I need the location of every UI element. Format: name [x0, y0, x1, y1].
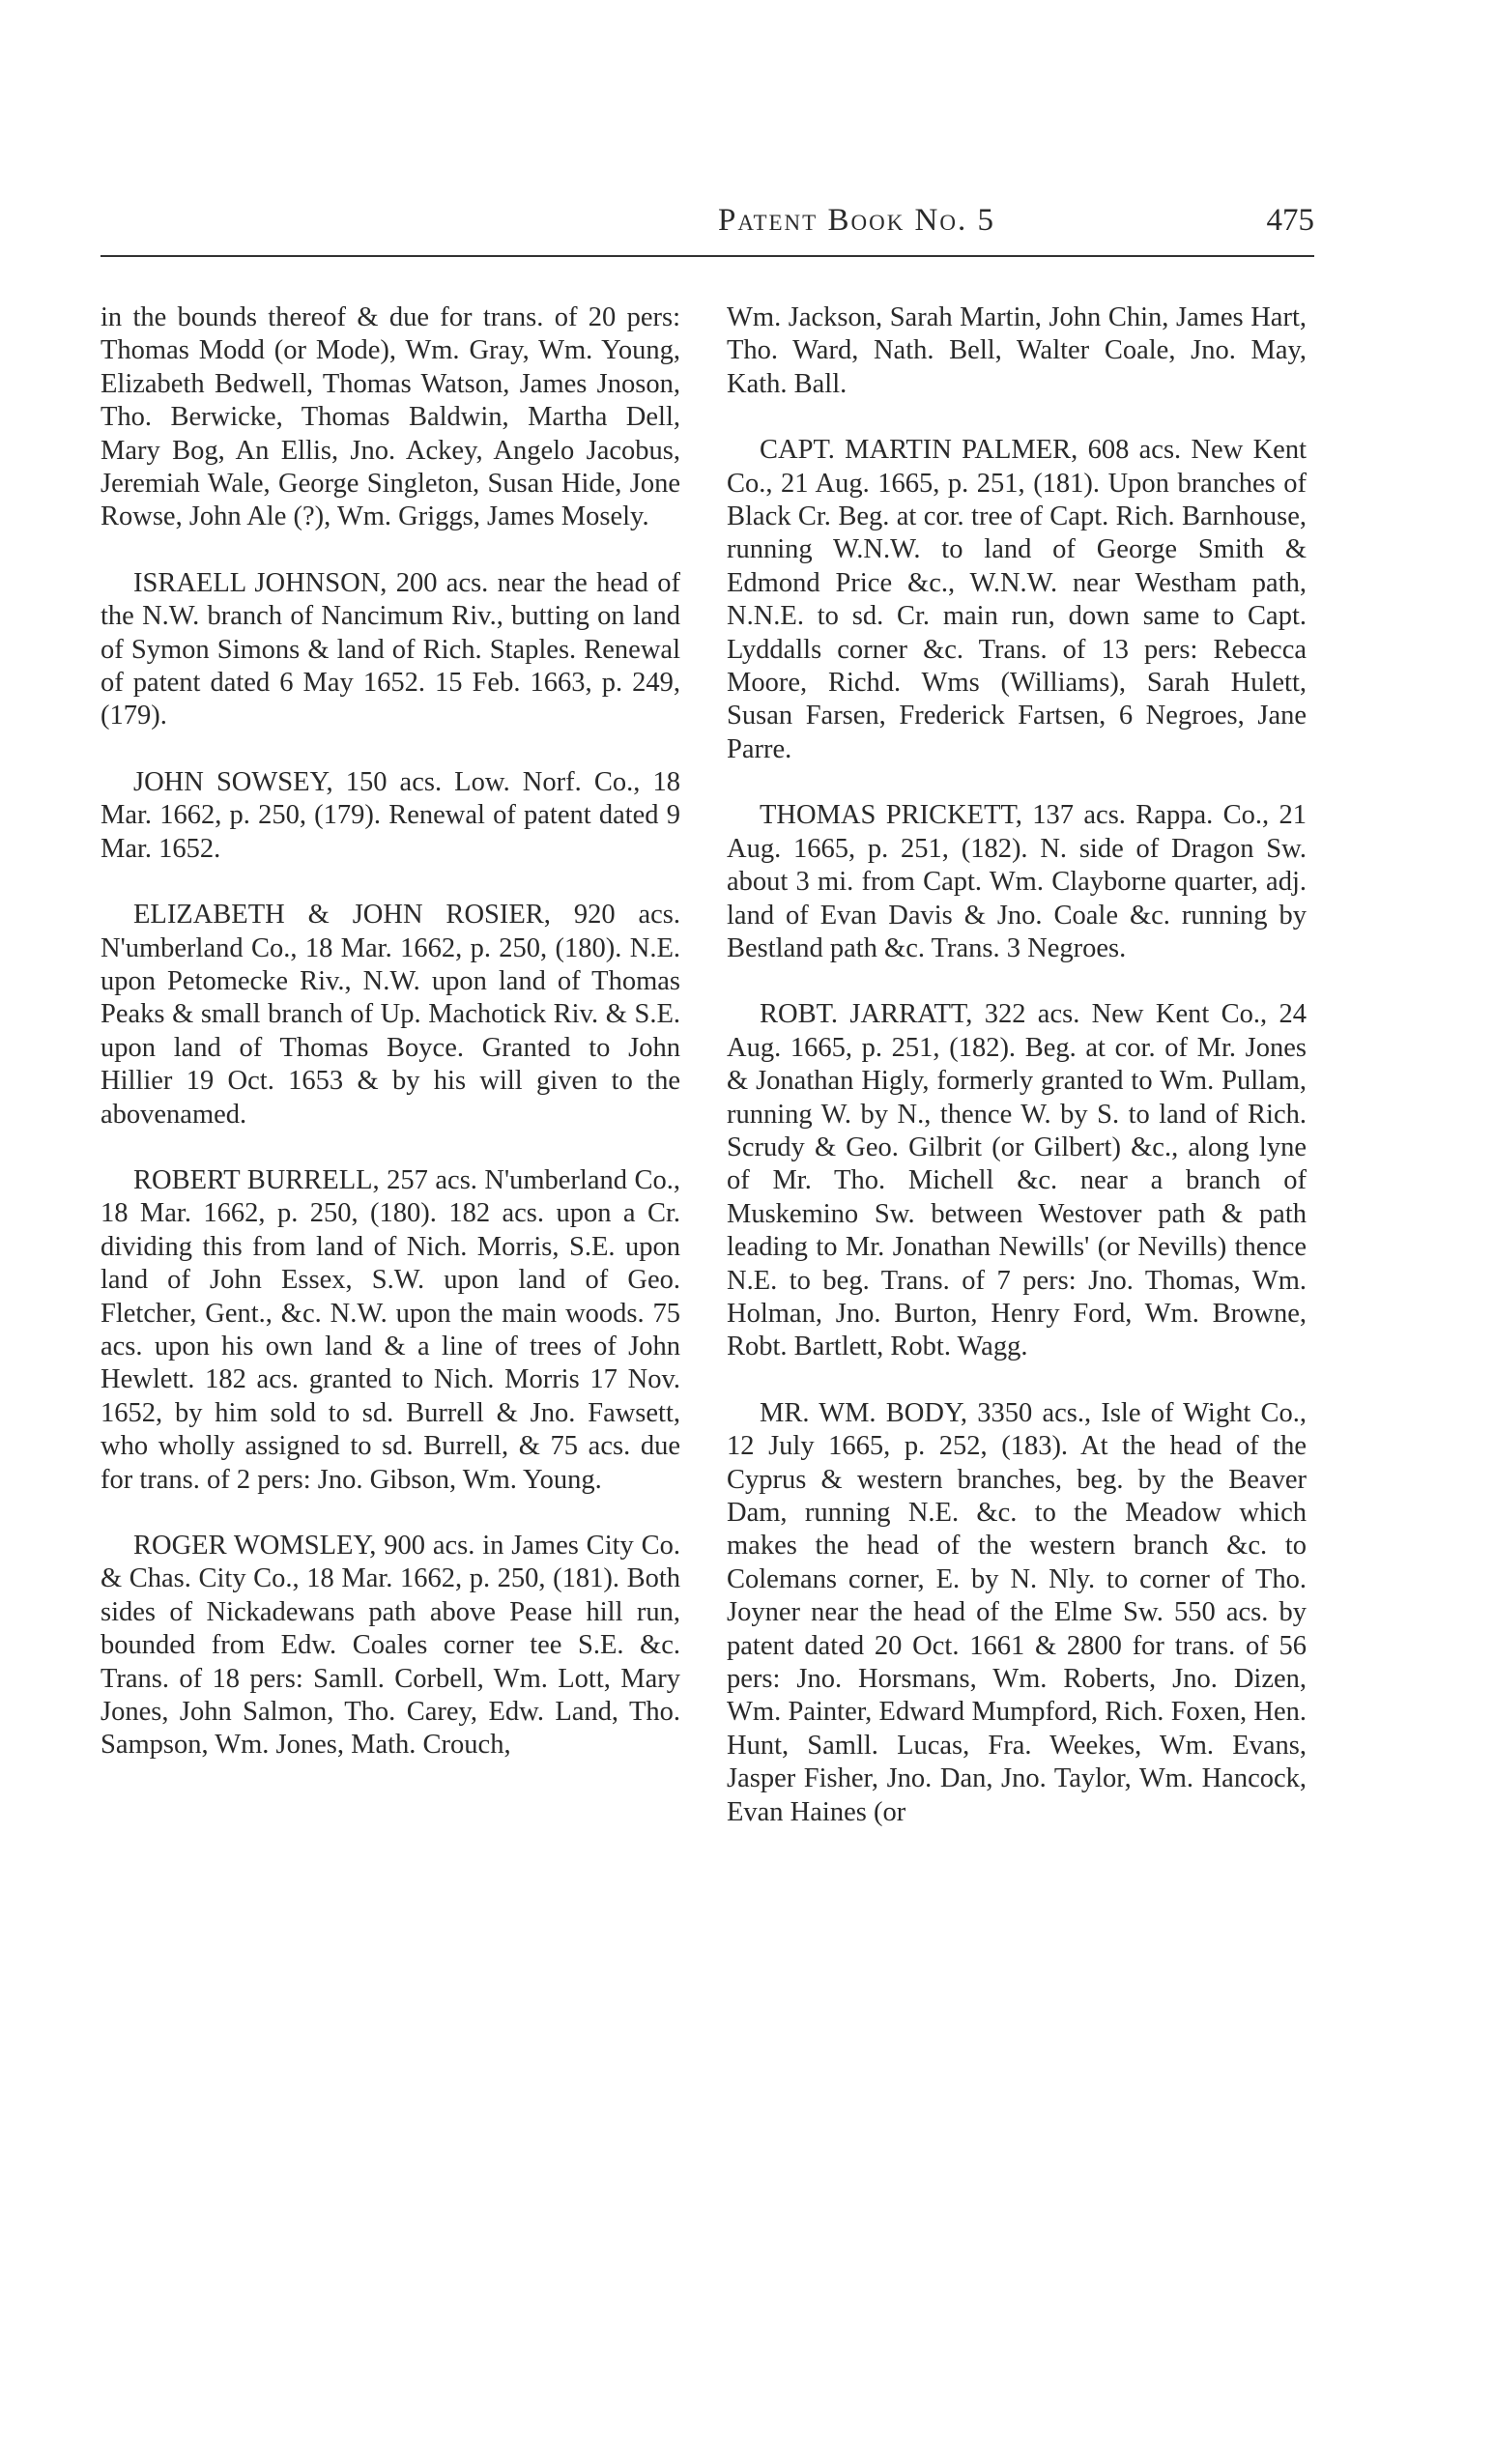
patent-entry: ROGER WOMSLEY, 900 acs. in James City Co. & Chas. City Co., 18 Mar. 1662, p. 250, (181). Both sides of Nickadewans path above Pease hill run, bounded from Edw. Coales corner tee S.E. &c. Trans. of 18 pers: Samll. Corbell, Wm. Lott, Mary Jones, John Salmon, Tho. Carey, Edw. Land, Tho. Sampson, Wm. Jones, Math. Crouch,	[101, 1531, 680, 1761]
page-header	[101, 197, 1314, 251]
page-number: 475	[1266, 203, 1314, 238]
patent-entry: in the bounds thereof & due for trans. of 20 pers: Thomas Modd (or Mode), Wm. Gray, Wm. Young, Elizabeth Bedwell, Thomas Watson, James Jnoson, Tho. Berwicke, Thomas Baldwin, Martha Dell, Mary Bog, An Ellis, Jno. Ackey, Angelo Jacobus, Jeremiah Wale, George Singleton, Susan Hide, Jone Rowse, John Ale (?), Wm. Griggs, James Mosely.	[101, 302, 680, 532]
running-title: Patent Book No. 5	[718, 203, 995, 238]
patent-entry: Wm. Jackson, Sarah Martin, John Chin, James Hart, Tho. Ward, Nath. Bell, Walter Coale, Jno. May, Kath. Ball.	[727, 302, 1307, 399]
patent-entry: ELIZABETH & JOHN ROSIER, 920 acs. N'umberland Co., 18 Mar. 1662, p. 250, (180). N.E. upon Petomecke Riv., N.W. upon land of Thomas Peaks & small branch of Up. Machotick Riv. & S.E. upon land of Thomas Boyce. Granted to John Hillier 19 Oct. 1653 & by his will given to the abovenamed.	[101, 900, 680, 1130]
patent-entry: ISRAELL JOHNSON, 200 acs. near the head of the N.W. branch of Nancimum Riv., butting on land of Symon Simons & land of Rich. Staples. Renewal of patent dated 6 May 1652. 15 Feb. 1663, p. 249, (179).	[101, 567, 680, 731]
patent-entry: ROBT. JARRATT, 322 acs. New Kent Co., 24 Aug. 1665, p. 251, (182). Beg. at cor. of Mr. Jones & Jonathan Higly, formerly granted to Wm. Pullam, running W. by N., thence W. by S. to land of Rich. Scrudy & Geo. Gilbrit (or Gilbert) &c., along lyne of Mr. Tho. Michell &c. near a branch of Muskemino Sw. between Westover path & path leading to Mr. Jonathan Newills' (or Nevills) thence N.E. to beg. Trans. of 7 pers: Jno. Thomas, Wm. Holman, Jno. Burton, Henry Ford, Wm. Browne, Robt. Bartlett, Robt. Wagg.	[727, 999, 1307, 1362]
patent-entry: ROBERT BURRELL, 257 acs. N'umberland Co., 18 Mar. 1662, p. 250, (180). 182 acs. upon a Cr. dividing this from land of Nich. Morris, S.E. upon land of John Essex, S.W. upon land of Geo. Fletcher, Gent., &c. N.W. upon the main woods. 75 acs. upon his own land & a line of trees of John Hewlett. 182 acs. granted to Nich. Morris 17 Nov. 1652, by him sold to sd. Burrell & Jno. Fawsett, who wholly assigned to sd. Burrell, & 75 acs. due for trans. of 2 pers: Jno. Gibson, Wm. Young.	[101, 1164, 680, 1495]
patent-entry: CAPT. MARTIN PALMER, 608 acs. New Kent Co., 21 Aug. 1665, p. 251, (181). Upon branches of Black Cr. Beg. at cor. tree of Capt. Rich. Barnhouse, running W.N.W. to land of George Smith & Edmond Price &c., W.N.W. near Westham path, N.N.E. to sd. Cr. main run, down same to Capt. Lyddalls corner &c. Trans. of 13 pers: Rebecca Moore, Richd. Wms (Williams), Sarah Hulett, Susan Farsen, Frederick Fartsen, 6 Negroes, Jane Parre.	[727, 435, 1307, 764]
patent-entry: JOHN SOWSEY, 150 acs. Low. Norf. Co., 18 Mar. 1662, p. 250, (179). Renewal of patent dated 9 Mar. 1652.	[101, 766, 680, 864]
patent-entry: MR. WM. BODY, 3350 acs., Isle of Wight Co., 12 July 1665, p. 252, (183). At the head of the Cyprus & western branches, beg. by the Beaver Dam, running N.E. &c. to the Meadow which makes the head of the western branch &c. to Colemans corner, E. by N. Nly. to corner of Tho. Joyner near the head of the Elme Sw. 550 acs. by patent dated 20 Oct. 1661 & 2800 for trans. of 56 pers: Jno. Horsmans, Wm. Roberts, Jno. Dizen, Wm. Painter, Edward Mumpford, Rich. Foxen, Hen. Hunt, Samll. Lucas, Fra. Weekes, Wm. Evans, Jasper Fisher, Jno. Dan, Jno. Taylor, Wm. Hancock, Evan Haines (or	[727, 1397, 1307, 1827]
left-column	[101, 301, 680, 1795]
patent-entry: THOMAS PRICKETT, 137 acs. Rappa. Co., 21 Aug. 1665, p. 251, (182). N. side of Dragon Sw. about 3 mi. from Capt. Wm. Clayborne quarter, adj. land of Evan Davis & Jno. Coale &c. running by Bestland path &c. Trans. 3 Negroes.	[727, 800, 1307, 963]
right-column	[727, 301, 1307, 1862]
header-rule	[101, 255, 1314, 257]
